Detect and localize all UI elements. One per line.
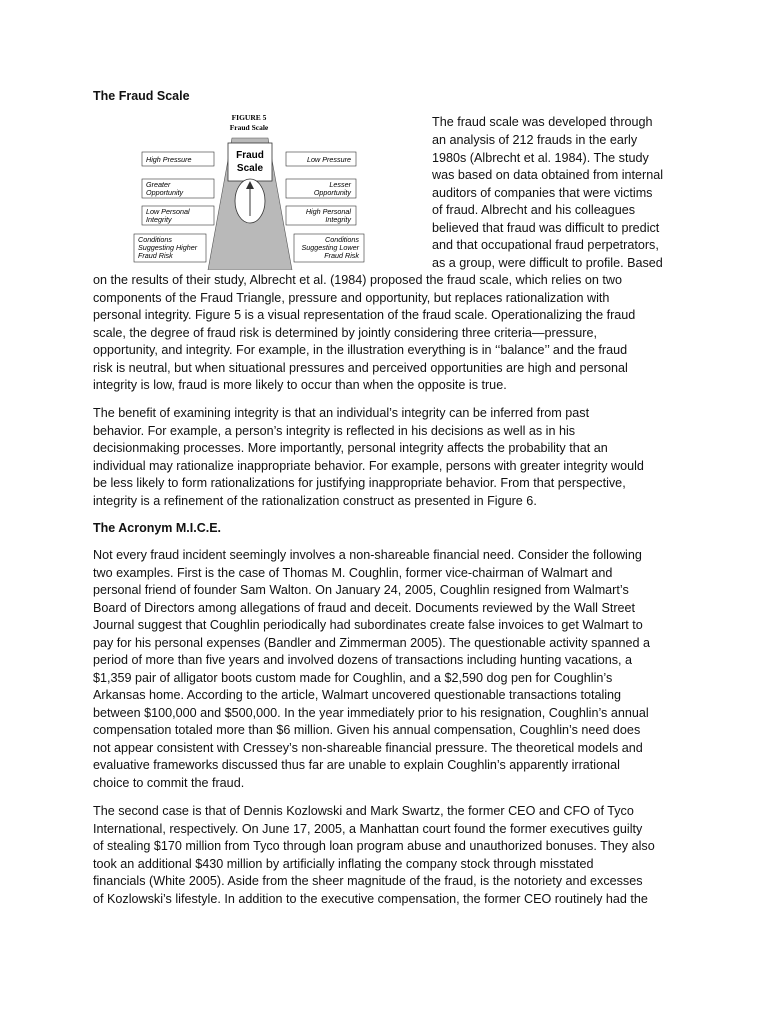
paragraph-line: compensation totaled more than $6 million. Given his annual compensation, Coughlin’s need does	[93, 723, 641, 737]
section-heading-mice: The Acronym M.I.C.E.	[93, 521, 222, 535]
left-box-high-pressure	[142, 152, 214, 166]
paragraph-line: Board of Directors among allegations of fraud and deceit. Documents reviewed by the Wall Street	[93, 600, 636, 615]
right-column-line: 1980s (Albrecht et al. 1984). The study	[432, 150, 649, 165]
right-column-line: as a group, were difficult to profile. Based	[432, 255, 663, 270]
right-box-lower-risk	[294, 234, 364, 262]
svg-text:Opportunity: Opportunity	[146, 188, 184, 197]
paragraph-line: financials (White 2005). Aside from the sheer magnitude of the fraud, is the notoriety and excesses	[93, 874, 643, 888]
right-column-line: and that occupational fraud perpetrators,	[432, 238, 659, 252]
right-box-low-pressure	[286, 152, 356, 166]
right-box-high-integrity	[286, 206, 356, 225]
fraud-scale-figure	[128, 112, 398, 270]
svg-text:High Pressure: High Pressure	[146, 155, 192, 164]
figure-caption: Fraud Scale	[229, 123, 269, 132]
paragraph-line: risk is neutral, but when situational pressures and perceived opportunities are high and personal	[93, 360, 628, 375]
svg-text:Opportunity: Opportunity	[313, 188, 351, 197]
paragraph-line: between $100,000 and $500,000. In the year immediately prior to his resignation, Coughlin’s annual	[93, 705, 649, 720]
svg-text:Greater: Greater	[146, 180, 171, 189]
svg-text:Integrity: Integrity	[146, 215, 172, 224]
section-heading-fraud-scale: The Fraud Scale	[93, 89, 190, 103]
svg-text:Fraud Risk: Fraud Risk	[138, 251, 173, 260]
right-column-line: The fraud scale was developed through	[432, 115, 653, 129]
paragraph-line: Not every fraud incident seemingly involves a non-shareable financial need. Consider the following	[93, 548, 642, 562]
figure-number: FIGURE 5	[231, 113, 267, 122]
paragraph-line: evaluative frameworks discussed thus far are unable to explain Coughlin’s apparently irrational	[93, 758, 620, 772]
paragraph-line: be less likely to form rationalizations for justifying inappropriate behavior. From that perspective,	[93, 476, 626, 490]
paragraph-line: personal integrity. Figure 5 is a visual representation of the fraud scale. Operationalizing the fraud	[93, 308, 636, 322]
svg-text:Suggesting Lower: Suggesting Lower	[301, 243, 359, 252]
svg-text:Low Pressure: Low Pressure	[307, 155, 351, 164]
paragraph-line: $1,359 pair of alligator boots custom made for Coughlin, and a $2,590 dog pen for Coughlin’s	[93, 670, 613, 685]
paragraph-line: two examples. First is the case of Thomas M. Coughlin, former vice-chairman of Walmart and	[93, 565, 613, 580]
right-column-line: was based on data obtained from internal	[432, 168, 664, 182]
paragraph-line: Arkansas home. According to the article, Walmart uncovered questionable transactions totaling	[93, 688, 622, 702]
paragraph-line: scale, the degree of fraud risk is determined by jointly considering three criteria—pressure,	[93, 325, 597, 340]
svg-text:Suggesting Higher: Suggesting Higher	[138, 243, 198, 252]
paragraph-line: components of the Fraud Triangle, pressure and opportunity, but replaces rationalization with	[93, 290, 610, 305]
right-box-lesser-opportunity	[286, 179, 356, 198]
paragraph-line: integrity is low, fraud is more likely to occur than when the opposite is true.	[93, 378, 507, 392]
left-box-low-integrity	[142, 206, 214, 225]
svg-text:High Personal: High Personal	[305, 207, 351, 216]
paragraph-line: personal friend of founder Sam Walton. On January 24, 2005, Coughlin resigned from Walmart’s	[93, 583, 629, 597]
scale-title-box	[228, 143, 272, 181]
right-column-line: of fraud. Albrecht and his colleagues	[432, 203, 636, 217]
right-column-line: believed that fraud was difficult to predict	[432, 220, 660, 235]
svg-text:Conditions: Conditions	[138, 235, 172, 244]
paragraph-line: opportunity, and integrity. For example, in the illustration everything is in ‘‘balance’’ and the fraud	[93, 343, 628, 357]
svg-text:Conditions: Conditions	[325, 235, 359, 244]
paragraph-line: Journal suggest that Coughlin periodically had subordinates create false invoices to get Walmart to	[93, 618, 643, 632]
svg-text:Low Personal: Low Personal	[146, 207, 190, 216]
scale-title-top: Fraud	[236, 150, 264, 161]
paragraph-line: on the results of their study, Albrecht et al. (1984) proposed the fraud scale, which relies on two	[93, 273, 622, 287]
paragraph-line: individual may rationalize inappropriate behavior. For example, persons with greater integrity would	[93, 458, 644, 473]
right-column-line: an analysis of 212 frauds in the early	[432, 133, 638, 147]
svg-text:Integrity: Integrity	[325, 215, 351, 224]
paragraph-line: took an additional $430 million by artificially inflating the company stock through misstated	[93, 856, 594, 871]
paragraph-line: The benefit of examining integrity is that an individual’s integrity can be inferred from past	[93, 406, 590, 420]
paragraph-line: behavior. For example, a person’s integrity is reflected in his decisions as well as in his	[93, 423, 576, 438]
paragraph-line: decisionmaking processes. More importantly, personal integrity affects the probability that an	[93, 441, 608, 455]
scale-title-bottom: Scale	[236, 163, 264, 174]
left-box-greater-opportunity	[142, 179, 214, 198]
svg-text:Fraud Risk: Fraud Risk	[324, 251, 359, 260]
paragraph-line: International, respectively. On June 17, 2005, a Manhattan court found the former executives guilty	[93, 821, 643, 836]
paragraph-line: The second case is that of Dennis Kozlowski and Mark Swartz, the former CEO and CFO of Tyco	[93, 804, 634, 818]
left-box-higher-risk	[134, 234, 206, 262]
paragraph-line: pay for his personal expenses (Bandler and Zimmerman 2005). The questionable activity spanned a	[93, 635, 651, 650]
paragraph-line: choice to commit the fraud.	[93, 775, 245, 790]
paragraph-line: of Kozlowski’s lifestyle. In addition to the executive compensation, the former CEO routinely had the	[93, 891, 648, 906]
right-column-line: auditors of companies that were victims	[432, 185, 653, 200]
paragraph-line: integrity is a refinement of the rationalization construct as presented in Figure 6.	[93, 493, 537, 508]
paragraph-line: period of more than five years and involved dozens of transactions including hunting vacations, a	[93, 653, 633, 667]
svg-text:Lesser: Lesser	[329, 180, 351, 189]
paragraph-line: not appear consistent with Cressey’s non-shareable financial pressure. The theoretical models and	[93, 740, 643, 755]
paragraph-line: of stealing $170 million from Tyco through loan program abuse and unauthorized bonuses. They also	[93, 839, 655, 853]
